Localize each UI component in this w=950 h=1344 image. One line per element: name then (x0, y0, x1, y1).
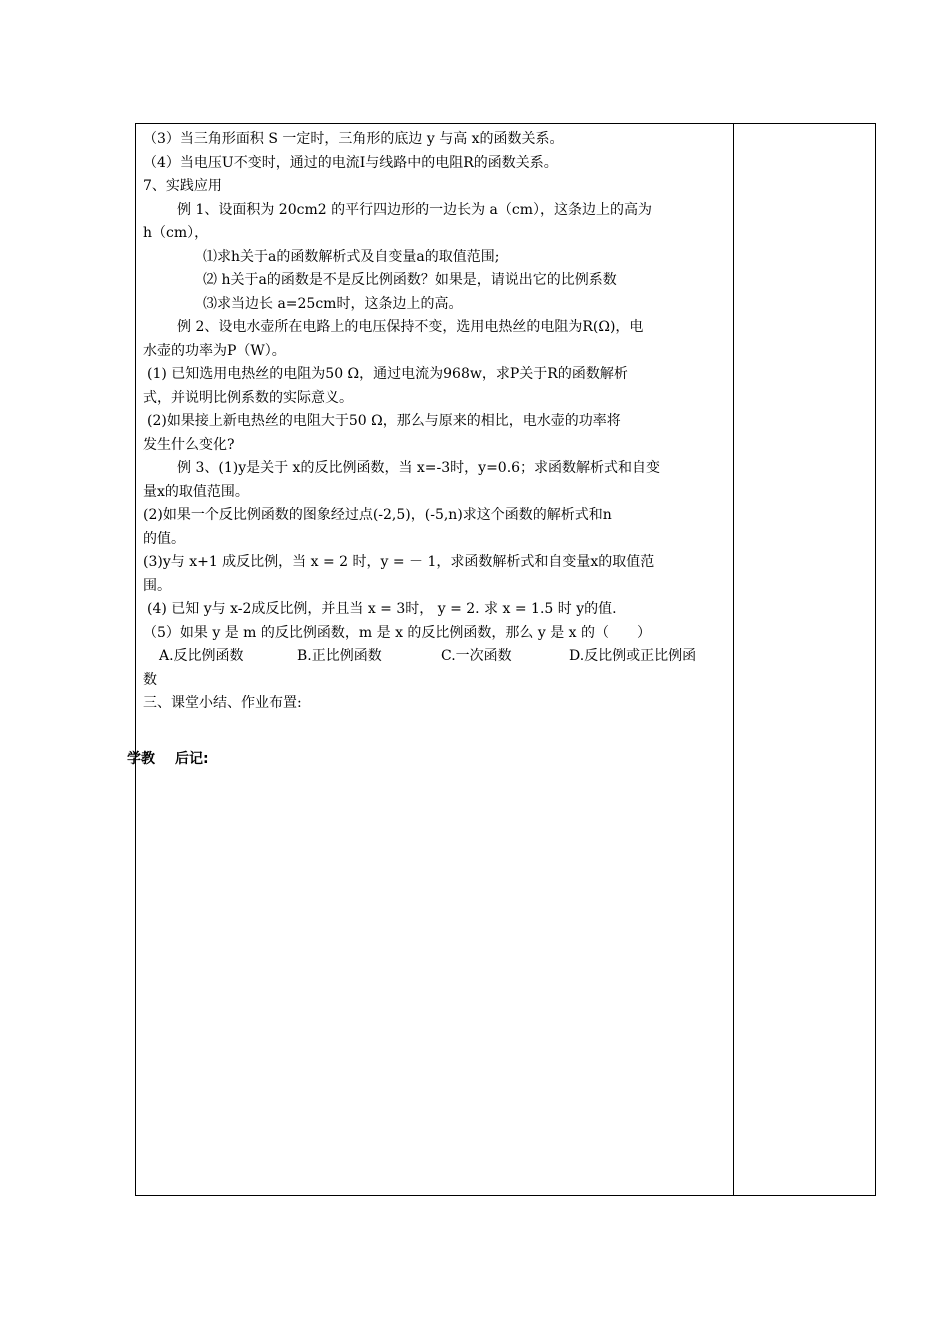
teaching-notes-label-part1: 学教 (127, 751, 155, 767)
section-3-heading: 三、课堂小结、作业布置: (143, 695, 302, 711)
example-2-q1-line-2: 式，并说明比例系数的实际意义。 (143, 389, 353, 406)
example-3-line-1: 例 3、(1)y是关于 x的反比例函数，当 x=-3时，y=0.6；求函数解析式和自变 (177, 460, 661, 476)
option-b: B.正比例函数 (297, 648, 382, 664)
example-1-q2: ⑵ h关于a的函数是不是反比例函数？如果是，请说出它的比例系数 (203, 272, 617, 288)
example-3-q3-line-2: 围。 (143, 577, 171, 594)
item-3: （3）当三角形面积 S 一定时，三角形的底边 y 与高 x的函数关系。 (143, 131, 564, 147)
example-1-q3: ⑶求当边长 a=25cm时，这条边上的高。 (203, 295, 463, 312)
option-d: D.反比例或正比例函 (569, 648, 697, 664)
example-3-line-2: 量x的取值范围。 (143, 483, 249, 500)
example-3-q3-line-1: (3)y与 x+1 成反比例，当 x = 2 时，y = － 1，求函数解析式和自变量x的取值范 (143, 554, 655, 570)
lesson-table (135, 123, 876, 1196)
example-2-q2-line-2: 发生什么变化? (143, 436, 235, 453)
example-1-line-2: h（cm）， (143, 225, 209, 241)
example-1-line-1: 例 1、设面积为 20cm2 的平行四边形的一边长为 a（cm），这条边上的高为 (177, 201, 653, 218)
example-2-line-2: 水壶的功率为P（W）。 (143, 342, 286, 359)
option-d-wrap: 数 (143, 671, 157, 688)
item-4: （4）当电压U不变时，通过的电流I与线路中的电阻R的函数关系。 (143, 154, 558, 171)
section-7-heading: 7、实践应用 (143, 178, 222, 194)
example-2-q1-line-1: (1) 已知选用电热丝的电阻为50 Ω，通过电流为968w，求P关于R的函数解析 (147, 366, 628, 382)
example-3-q2-line-1: (2)如果一个反比例函数的图象经过点(-2,5)，(-5,n)求这个函数的解析式和n (143, 507, 612, 523)
example-3-q4: (4) 已知 y与 x-2成反比例，并且当 x = 3时， y = 2. 求 x = 1.5 时 y的值. (147, 601, 617, 617)
choice-options (143, 645, 726, 669)
example-3-q2-line-2: 的值。 (143, 530, 185, 547)
example-2-q2-line-1: (2)如果接上新电热丝的电阻大于50 Ω，那么与原来的相比，电水壶的功率将 (147, 413, 621, 429)
example-2-line-1: 例 2、设电水壶所在电路上的电压保持不变，选用电热丝的电阻为R(Ω)，电 (177, 319, 644, 335)
column-divider (733, 124, 734, 1195)
teaching-notes-label-part2: 后记: (175, 751, 209, 767)
option-c: C.一次函数 (441, 648, 512, 664)
option-a: A.反比例函数 (159, 648, 244, 664)
lesson-content (143, 128, 726, 716)
teaching-notes-label (127, 748, 209, 768)
example-1-q1: ⑴求h关于a的函数解析式及自变量a的取值范围; (203, 248, 500, 265)
example-3-q5: （5）如果 y 是 m 的反比例函数，m 是 x 的反比例函数，那么 y 是 x 的（ ） (143, 624, 652, 641)
